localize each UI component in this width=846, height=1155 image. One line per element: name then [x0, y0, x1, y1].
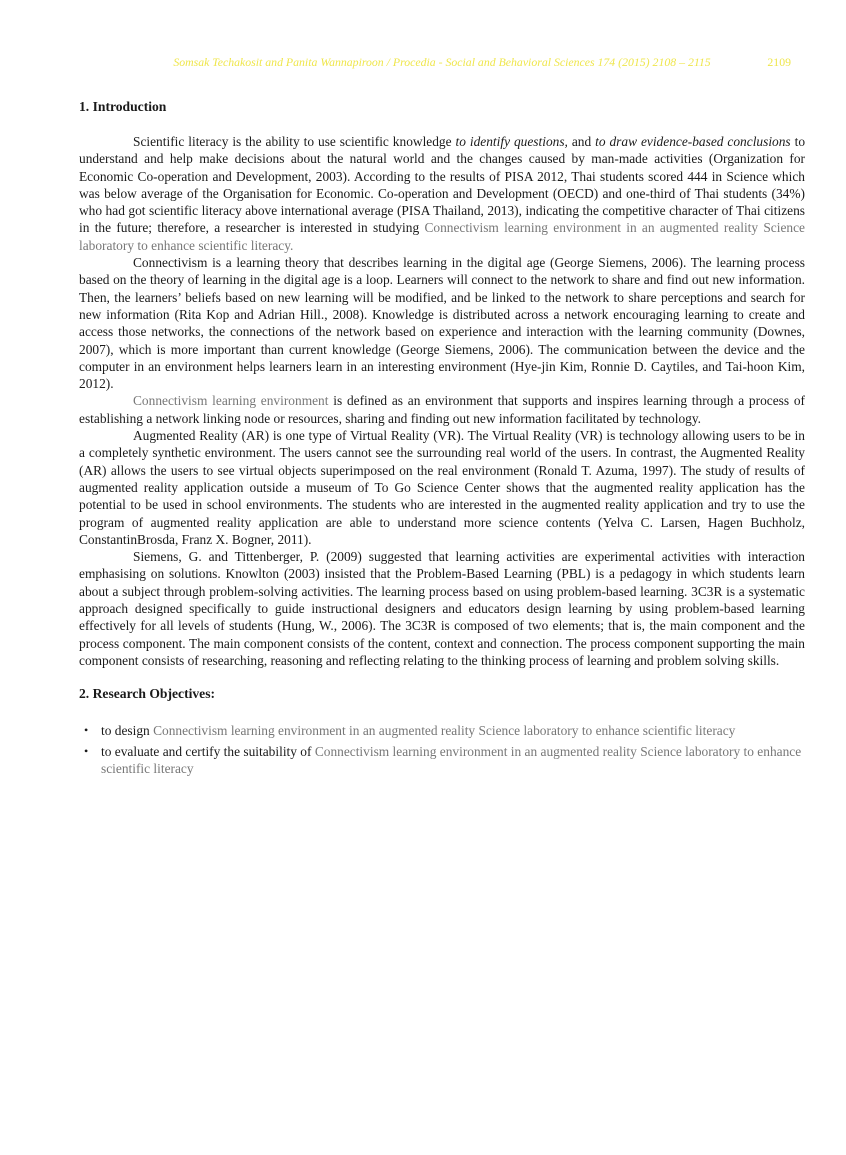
highlighted-phrase: Connectivism learning environment in an augmented reality Science laboratory to enhance scientific literacy: [101, 743, 802, 776]
objectives-list: [79, 722, 805, 777]
text-run: Scientific literacy is the ability to use scientific knowledge: [133, 134, 456, 149]
text-run: to design: [101, 723, 154, 739]
text-run: Siemens, G. and Tittenberger, P. (2009) suggested that learning activities are experimental activities with interaction emphasising on solutions. Knowlton (2003) insisted that the Problem-Based Learning (PBL) is a pedagogy in which students learn about a subject through problem-solving activities. The learning process based on using problem-based learning. 3C3R is a systematic approach designed specifically to guide instructional designers and educators design learning by using problem-based learning effectively for all levels of students (Hung, W., 2006). The 3C3R is composed of two elements; that is, the main component and the process component. The main component consists of the content, context and connection. The process component supporting the main component consists of researching, reasoning and reflecting relating to the thinking process of learning and problem solving skills.: [79, 549, 805, 668]
objective-text: [101, 722, 805, 739]
bullet-icon: •: [84, 743, 89, 758]
running-head: [79, 0, 805, 69]
text-run: to evaluate and certify the suitability of: [101, 743, 315, 759]
bullet-icon: •: [84, 723, 89, 738]
text-run: and: [567, 134, 596, 149]
introduction-body: [79, 133, 805, 669]
italic-run: to draw evidence-based conclusions: [595, 134, 791, 149]
paragraph-connectivism-definition: [79, 392, 805, 427]
paragraph-problem-based-learning: [79, 548, 805, 669]
highlighted-phrase: Connectivism learning environment: [133, 393, 329, 409]
highlighted-phrase: Connectivism learning environment in an augmented reality Science laboratory to enhance scientific literacy: [153, 723, 736, 739]
paper-content: [79, 99, 805, 777]
list-item: [79, 722, 805, 739]
list-item: [79, 743, 805, 778]
paragraph-connectivism-theory: [79, 254, 805, 392]
italic-run: to identify questions,: [455, 134, 568, 149]
section-heading-objectives: 2. Research Objectives:: [79, 686, 216, 702]
paragraph-augmented-reality: [79, 427, 805, 548]
text-run: Connectivism is a learning theory that describes learning in the digital age (George Siemens, 2006). The learning process based on the theory of learning in the digital age is a loop. Learners will connect to the network to share and find out new information. Then, the learners’ beliefs based on new learning will be modified, and be linked to the network to share perceptions and search for new information (Rita Kop and Adrian Hill., 2008). Knowledge is distributed across a network encouraging learning to create and access those networks, the connections of the network based on experience and interaction with the learning community (Downes, 2007), which is more important than current knowledge (George Siemens, 2006). The communication between the device and the computer in an environment helps learners learn in an interesting environment (Hye-jin Kim, Ronnie D. Caytiles, and Tai-hoon Kim, 2012).: [79, 255, 805, 392]
text-run: to understand and help make decisions about the natural world and the changes caused by man-made activities (Organization for Economic Co-operation and Development, 2003). According to the results of PISA 2012, Thai students scored 444 in Science which was below average of the Organisation for Economic. Co-operation and Development (OECD) and one-third of Thai students (34%) who had got scientific literacy above international average (PISA Thailand, 2013), indicating the competitive character of Thai citizens in the future; therefore, a researcher is interested in studying: [79, 134, 806, 236]
objective-text: [101, 743, 805, 778]
highlighted-phrase: Connectivism learning environment in an augmented reality Science laboratory to enhance scientific literacy.: [79, 220, 805, 253]
section-heading-introduction: 1. Introduction: [79, 99, 167, 114]
page-number: 2109: [767, 55, 791, 69]
text-run: Augmented Reality (AR) is one type of Virtual Reality (VR). The Virtual Reality (VR) is technology allowing users to be in a completely synthetic environment. The users cannot see the surrounding real world of the users. In contrast, the Augmented Reality (AR) allows the users to see virtual objects superimposed on the real environment (Ronald T. Azuma, 1997). The study of results of augmented reality application outside a museum of To Go Science Center shows that the augmented reality application has the potential to be used in school environments. The students who are interested in the augmented reality application and try to use the program of augmented reality application are able to understand more science contents (Yelva C. Larsen, Hagen Buchholz, ConstantinBrosda, Franz X. Bogner, 2011).: [79, 428, 805, 547]
text-run: is defined as an environment that supports and inspires learning through a process of establishing a network linking node or resources, sharing and finding out new information facilitated by technology.: [79, 393, 805, 426]
running-head-text: Somsak Techakosit and Panita Wannapiroon / Procedia - Social and Behavioral Sciences 174 (2015) 2108 – 2115: [173, 55, 711, 69]
paragraph-scientific-literacy: [79, 133, 805, 254]
